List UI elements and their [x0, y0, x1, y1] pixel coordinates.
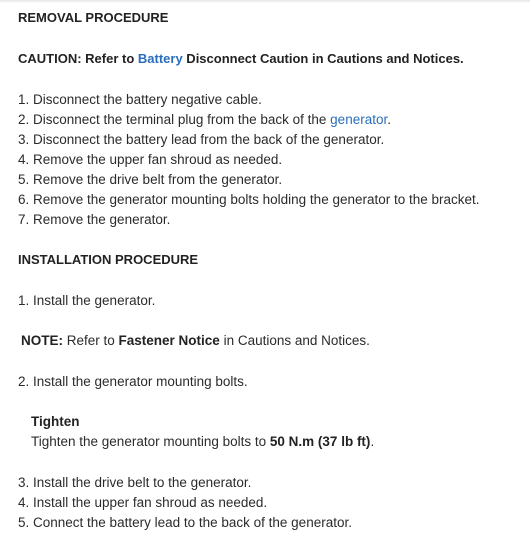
step-text-end: . — [387, 112, 391, 127]
caution-suffix: Disconnect Caution in Cautions and Notices. — [182, 51, 464, 66]
caution-notice — [18, 50, 522, 68]
tighten-pre: Tighten the generator mounting bolts to — [31, 434, 270, 449]
removal-step-2 — [18, 111, 522, 129]
removal-step-5 — [18, 171, 522, 189]
step-text: 7. Remove the generator. — [18, 212, 171, 227]
step-text: 6. Remove the generator mounting bolts holding the generator to the bracket. — [18, 192, 480, 207]
tighten-title — [31, 413, 522, 431]
step-text: 5. Remove the drive belt from the generator. — [18, 172, 283, 187]
step-text: 1. Disconnect the battery negative cable. — [18, 92, 262, 107]
removal-step-1 — [18, 91, 522, 109]
install-step-5: 5. Connect the battery lead to the back of the generator. — [18, 515, 352, 530]
tighten-title-text: Tighten — [31, 414, 80, 429]
removal-step-7 — [18, 211, 522, 229]
torque-value: 50 N.m (37 lb ft) — [269, 434, 371, 449]
install-step-4: 4. Install the upper fan shroud as needed. — [18, 495, 268, 510]
note-post: in Cautions and Notices. — [219, 333, 370, 348]
removal-heading: REMOVAL PROCEDURE — [18, 10, 169, 25]
note-bold: Fastener Notice — [118, 333, 220, 348]
step-text: 4. Remove the upper fan shroud as needed. — [18, 152, 283, 167]
generator-link[interactable]: generator — [330, 112, 388, 127]
install-step-2: 2. Install the generator mounting bolts. — [18, 374, 248, 389]
step-text: 2. Disconnect the terminal plug from the back of the — [18, 112, 331, 127]
step-text: 3. Disconnect the battery lead from the back of the generator. — [18, 132, 385, 147]
fastener-note — [21, 332, 522, 350]
removal-step-4 — [18, 151, 522, 169]
tighten-spec — [31, 433, 522, 451]
note-label: NOTE: — [21, 333, 63, 348]
install-step-1: 1. Install the generator. — [18, 293, 156, 308]
caution-prefix: CAUTION: Refer to — [18, 51, 138, 66]
install-step-3: 3. Install the drive belt to the generator. — [18, 475, 252, 490]
note-pre: Refer to — [63, 333, 119, 348]
battery-link[interactable]: Battery — [137, 51, 183, 66]
removal-step-3 — [18, 131, 522, 149]
tighten-post: . — [370, 434, 375, 449]
removal-step-6 — [18, 191, 522, 209]
installation-heading: INSTALLATION PROCEDURE — [18, 252, 199, 267]
top-divider — [0, 0, 530, 3]
